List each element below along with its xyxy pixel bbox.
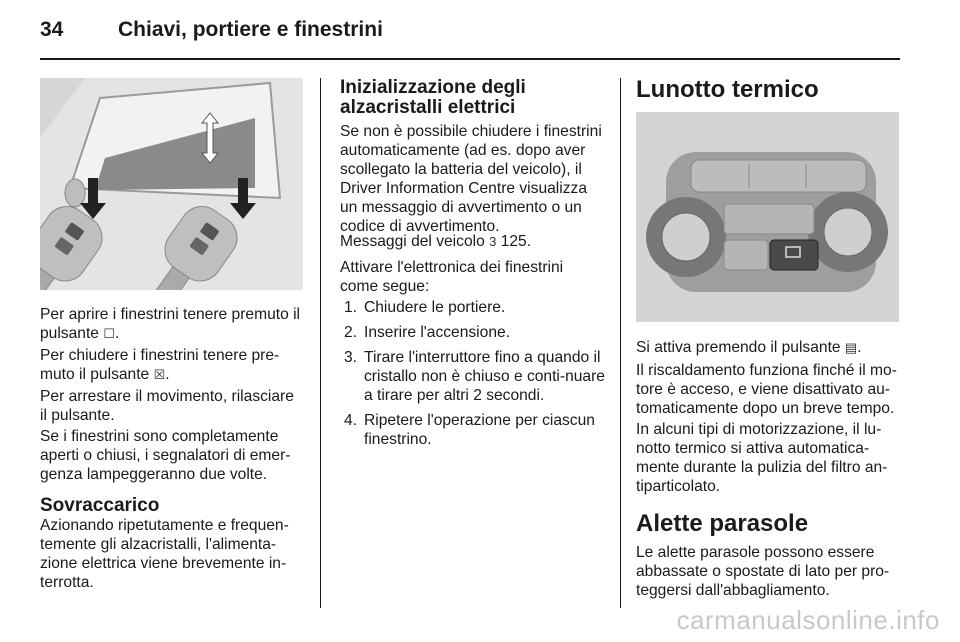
steps-list — [340, 298, 608, 449]
paragraph-sun-visors: Le alette parasole possono essere abbassate o spostate di lato per pro-teggersi dall'abbagliamento. — [636, 544, 890, 599]
list-item: 3. Tirare l'interruttore fino a quando il cristallo non è chiuso e conti-nuare a tirare per altri 2 secondi. — [344, 349, 605, 404]
paragraph-init-intro: Se non è possibile chiudere i finestrini automaticamente (ad es. dopo aver scollegato la batteria del veicolo), il Driver Information Centre visualizza un messaggio di avvertimento o un codice di avvertimento. — [340, 123, 602, 235]
illustration-climate-panel — [636, 112, 899, 322]
paragraph-stop-movement: Per arrestare il movimento, rilasciare il pulsante. — [40, 388, 294, 424]
list-item: 2. Inserire l'accensione. — [344, 324, 510, 341]
heading-alette: Alette parasole — [636, 510, 809, 537]
column-divider — [320, 78, 321, 608]
heading-sovraccarico: Sovraccarico — [40, 495, 160, 516]
paragraph-defrost-auto: In alcuni tipi di motorizzazione, il lu-notto termico si attiva automatica-mente durante la pulizia del filtro an-tiparticolato. — [636, 421, 888, 495]
paragraph-open-windows: Per aprire i finestrini tenere premuto il pulsante ☐. — [40, 306, 301, 342]
rear-window-defrost-icon: ▤ — [844, 340, 858, 355]
paragraph-close-windows: Per chiudere i finestrini tenere pre-muto il pulsante ☒. — [40, 347, 280, 383]
column-divider — [620, 78, 621, 608]
illustration-window-keys — [40, 78, 303, 290]
lock-key-icon: ☒ — [153, 367, 166, 382]
paragraph-defrost-duration: Il riscaldamento funziona finché il mo-tore è acceso, e viene disattivato au-tomaticamente dopo un breve tempo. — [636, 362, 897, 417]
paragraph-vehicle-messages: Messaggi del veicolo 3 125. — [340, 233, 532, 250]
header-rule — [40, 58, 900, 60]
watermark: carmanualsonline.info — [676, 605, 940, 635]
heading-lunotto: Lunotto termico — [636, 76, 819, 103]
page-number: 34 — [40, 18, 64, 41]
heading-initialization: Inizializzazione degli alzacristalli elettrici — [340, 77, 526, 118]
paragraph-activate-defrost: Si attiva premendo il pulsante ▤. — [636, 339, 862, 356]
paragraph-activate: Attivare l'elettronica dei finestrini come segue: — [340, 259, 564, 295]
paragraph-overload: Azionando ripetutamente e frequen-temente gli alzacristalli, l'alimenta-zione elettrica viene brevemente in-terrotta. — [40, 517, 289, 591]
unlock-key-icon: ☐ — [103, 326, 115, 341]
list-item: 1. Chiudere le portiere. — [344, 299, 506, 316]
page-reference-arrow-icon: 3 — [489, 234, 497, 249]
paragraph-hazard-flash: Se i finestrini sono completamente aperti o chiusi, i segnalatori di emer-genza lampeggeranno due volte. — [40, 428, 291, 483]
page-title: Chiavi, portiere e finestrini — [118, 18, 383, 41]
list-item: 4. Ripetere l'operazione per ciascun finestrino. — [344, 412, 595, 448]
